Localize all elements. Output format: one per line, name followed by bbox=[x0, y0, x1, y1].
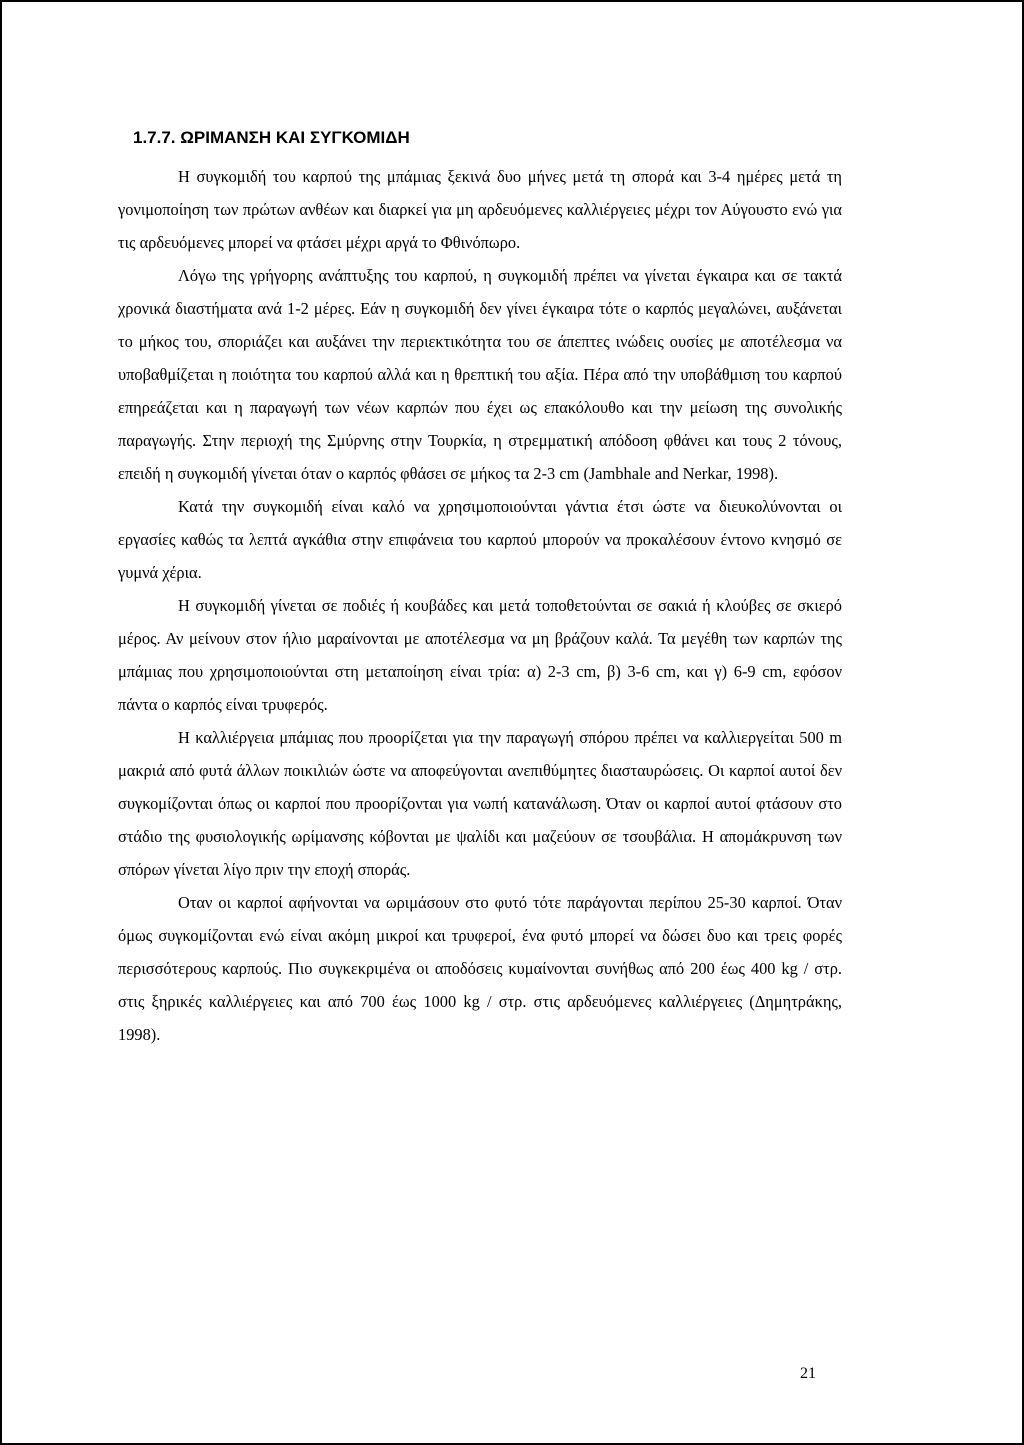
page-number: 21 bbox=[800, 1365, 816, 1382]
paragraph-seed-production: Η καλλιέργεια μπάμιας που προορίζεται για την παραγωγή σπόρου πρέπει να καλλιεργείται 500 m μακριά από φυτά άλλων ποικιλιών ώστε να αποφεύγονται ανεπιθύμητες διασταυρώσεις. Οι καρποί αυτοί δεν συγκομίζονται όπως οι καρποί που προορίζονται για νωπή κατανάλωση. Όταν οι καρποί αυτοί φτάσουν στο στάδιο της φυσιολογικής ωρίμανσης κόβονται με ψαλίδι και μαζεύουν σε τσουβάλια. Η απομάκρυνση των σπόρων γίνεται λίγο πριν την εποχή σποράς. bbox=[118, 728, 842, 879]
paragraph-harvest-timing: Η συγκομιδή του καρπού της μπάμιας ξεκινά δυο μήνες μετά τη σπορά και 3-4 ημέρες μετά τη γονιμοποίηση των πρώτων ανθέων και διαρκεί για μη αρδευόμενες καλλιέργειες μέχρι τον Αύγουστο ενώ για τις αρδευόμενες μπορεί να φτάσει μέχρι αργά το Φθινόπωρο. bbox=[118, 167, 842, 252]
paragraph-gloves: Κατά την συγκομιδή είναι καλό να χρησιμοποιούνται γάντια έτσι ώστε να διευκολύνονται οι εργασίες καθώς τα λεπτά αγκάθια στην επιφάνεια του καρπού μπορούν να προκαλέσουν έντονο κνησμό σε γυμνά χέρια. bbox=[118, 497, 842, 582]
paragraph-yields: Οταν οι καρποί αφήνονται να ωριμάσουν στο φυτό τότε παράγονται περίπου 25-30 καρποί. Όταν όμως συγκομίζονται ενώ είναι ακόμη μικροί και τρυφεροί, ένα φυτό μπορεί να δώσει δυο και τρεις φορές περισσότερους καρπούς. Πιο συγκεκριμένα οι αποδόσεις κυμαίνονται συνήθως από 200 έως 400 kg / στρ. στις ξηρικές καλλιέργειες και από 700 έως 1000 kg / στρ. στις αρδευόμενες καλλιέργειες (Δημητράκης, 1998). bbox=[118, 893, 842, 1044]
section-heading: 1.7.7. ΩΡΙΜΑΝΣΗ ΚΑΙ ΣΥΓΚΟΜΙΔΗ bbox=[133, 128, 410, 147]
paragraph-harvest-frequency: Λόγω της γρήγορης ανάπτυξης του καρπού, η συγκομιδή πρέπει να γίνεται έγκαιρα και σε τακτά χρονικά διαστήματα ανά 1-2 μέρες. Εάν η συγκομιδή δεν γίνει έγκαιρα τότε ο καρπός μεγαλώνει, αυξάνεται το μήκος του, σποριάζει και αυξάνει την περιεκτικότητα του σε άπεπτες ινώδεις ουσίες με αποτέλεσμα να υποβαθμίζεται η ποιότητα του καρπού αλλά και η θρεπτική του αξία. Πέρα από την υποβάθμιση του καρπού επηρεάζεται και η παραγωγή των νέων καρπών που έχει ως επακόλουθο και την μείωση της συνολικής παραγωγής. Στην περιοχή της Σμύρνης στην Τουρκία, η στρεμματική απόδοση φθάνει και τους 2 τόνους, επειδή η συγκομιδή γίνεται όταν ο καρπός φθάσει σε μήκος τα 2-3 cm (Jambhale and Nerkar, 1998). bbox=[118, 266, 842, 483]
paragraph-storage-sizes: Η συγκομιδή γίνεται σε ποδιές ή κουβάδες και μετά τοποθετούνται σε σακιά ή κλούβες σε σκιερό μέρος. Αν μείνουν στον ήλιο μαραίνονται με αποτέλεσμα να μη βράζουν καλά. Τα μεγέθη των καρπών της μπάμιας που χρησιμοποιούνται στη μεταποίηση είναι τρία: α) 2-3 cm, β) 3-6 cm, και γ) 6-9 cm, εφόσον πάντα ο καρπός είναι τρυφερός. bbox=[118, 596, 842, 714]
section-body bbox=[118, 160, 842, 1051]
